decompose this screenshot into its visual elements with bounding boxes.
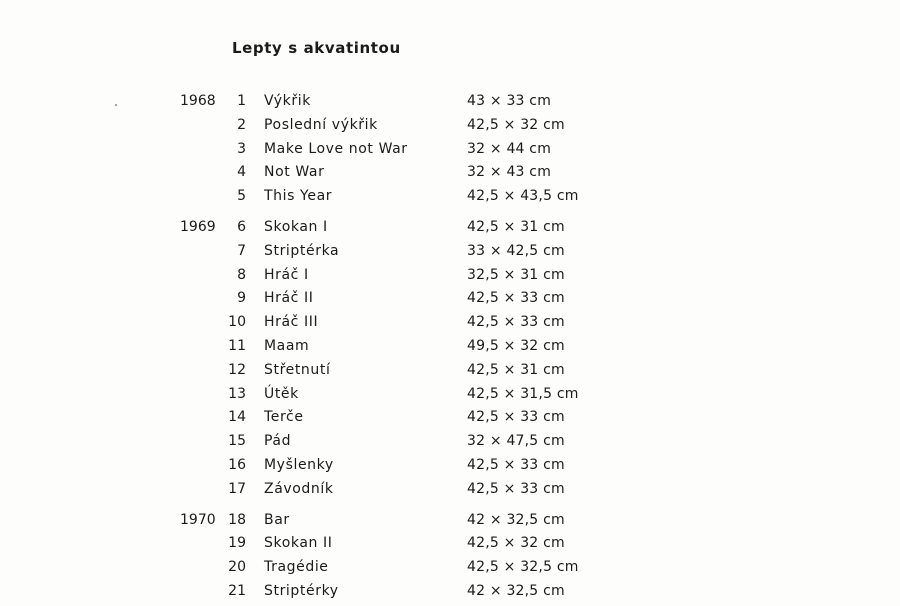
artwork-dimensions: 42,5 × 43,5 cm xyxy=(467,188,579,205)
year-label: 1969 xyxy=(180,219,216,235)
artwork-dimensions: 42,5 × 31,5 cm xyxy=(467,385,579,402)
catalog-row xyxy=(0,242,900,266)
catalog-number: 18 xyxy=(228,511,246,528)
artwork-title: Poslední výkřik xyxy=(264,116,378,133)
catalog-row xyxy=(0,582,900,606)
artwork-title: Make Love not War xyxy=(264,140,408,157)
artwork-title: Hráč I xyxy=(264,266,309,283)
artwork-title: Skokan I xyxy=(264,219,328,235)
catalog-number: 17 xyxy=(228,480,246,497)
artwork-dimensions: 42,5 × 31 cm xyxy=(467,361,565,378)
artwork-dimensions: 42,5 × 33 cm xyxy=(467,480,565,497)
catalog-number: 4 xyxy=(237,164,246,181)
artwork-dimensions: 32 × 44 cm xyxy=(467,140,552,157)
catalog-number: 8 xyxy=(237,266,246,283)
catalog-row xyxy=(0,337,900,361)
catalog-row xyxy=(0,313,900,337)
catalog-number: 5 xyxy=(237,188,246,205)
paper-speck xyxy=(115,104,117,106)
artwork-title: This Year xyxy=(264,188,333,205)
artwork-title: Tragédie xyxy=(264,559,329,576)
catalog-row xyxy=(0,408,900,432)
artwork-dimensions: 33 × 42,5 cm xyxy=(467,242,565,259)
catalog-number: 16 xyxy=(228,457,246,473)
artwork-title: Skokan II xyxy=(264,535,333,552)
catalog-row xyxy=(0,511,900,535)
artwork-title: Bar xyxy=(264,511,290,528)
catalog-row xyxy=(0,116,900,140)
artwork-title: Myšlenky xyxy=(264,457,334,473)
artwork-dimensions: 42,5 × 32 cm xyxy=(467,535,565,552)
catalog-row xyxy=(0,361,900,385)
catalog-row xyxy=(0,558,900,582)
catalog-row xyxy=(0,289,900,313)
catalog-row xyxy=(0,432,900,456)
catalog-number: 21 xyxy=(228,583,246,599)
catalog-number: 7 xyxy=(237,242,246,259)
year-label: 1970 xyxy=(180,511,216,528)
catalog-row xyxy=(0,140,900,164)
artwork-title: Výkřik xyxy=(264,93,311,109)
artwork-dimensions: 32 × 47,5 cm xyxy=(467,433,565,450)
catalog-number: 6 xyxy=(237,219,246,235)
artwork-title: Terče xyxy=(264,409,304,426)
artwork-title: Hráč III xyxy=(264,314,319,331)
artwork-title: Střetnutí xyxy=(264,361,331,378)
artwork-dimensions: 42 × 32,5 cm xyxy=(467,583,565,599)
catalog-number: 2 xyxy=(237,116,246,133)
catalog-number: 19 xyxy=(228,535,246,552)
catalog-row xyxy=(0,163,900,187)
catalog-row xyxy=(0,92,900,116)
catalog-number: 12 xyxy=(228,361,246,378)
artwork-title: Pád xyxy=(264,433,292,450)
artwork-title: Hráč II xyxy=(264,290,314,307)
catalog-number: 10 xyxy=(228,314,246,331)
artwork-dimensions: 42,5 × 31 cm xyxy=(467,219,565,235)
artwork-dimensions: 42,5 × 32,5 cm xyxy=(467,559,579,576)
artwork-title: Maam xyxy=(264,338,310,354)
artwork-dimensions: 42,5 × 33 cm xyxy=(467,409,565,426)
artwork-dimensions: 32 × 43 cm xyxy=(467,164,552,181)
artwork-dimensions: 42,5 × 33 cm xyxy=(467,314,565,331)
catalog-row xyxy=(0,480,900,504)
year-label: 1968 xyxy=(180,93,216,109)
section-heading: Lepty s akvatintou xyxy=(232,39,401,57)
artwork-dimensions: 42,5 × 32 cm xyxy=(467,116,565,133)
artwork-dimensions: 42,5 × 33 cm xyxy=(467,457,565,473)
catalog-number: 13 xyxy=(228,385,246,402)
catalog-row xyxy=(0,456,900,480)
artwork-dimensions: 42,5 × 33 cm xyxy=(467,290,565,307)
artwork-title: Not War xyxy=(264,164,325,181)
artwork-dimensions: 42 × 32,5 cm xyxy=(467,511,565,528)
artwork-dimensions: 43 × 33 cm xyxy=(467,93,552,109)
catalog-row xyxy=(0,187,900,211)
catalog-number: 1 xyxy=(237,93,246,109)
catalog-row xyxy=(0,218,900,242)
artwork-title: Striptérka xyxy=(264,242,340,259)
artwork-dimensions: 32,5 × 31 cm xyxy=(467,266,565,283)
artwork-title: Striptérky xyxy=(264,583,339,599)
catalog-number: 20 xyxy=(228,559,246,576)
catalog-row xyxy=(0,266,900,290)
artwork-dimensions: 49,5 × 32 cm xyxy=(467,338,565,354)
catalog-number: 11 xyxy=(228,338,246,354)
artwork-title: Útěk xyxy=(264,385,299,402)
catalog-number: 15 xyxy=(228,433,246,450)
catalog-row xyxy=(0,534,900,558)
artwork-title: Závodník xyxy=(264,480,334,497)
catalog-row xyxy=(0,385,900,409)
catalog-number: 14 xyxy=(228,409,246,426)
catalog-number: 9 xyxy=(237,290,246,307)
catalog-number: 3 xyxy=(237,140,246,157)
